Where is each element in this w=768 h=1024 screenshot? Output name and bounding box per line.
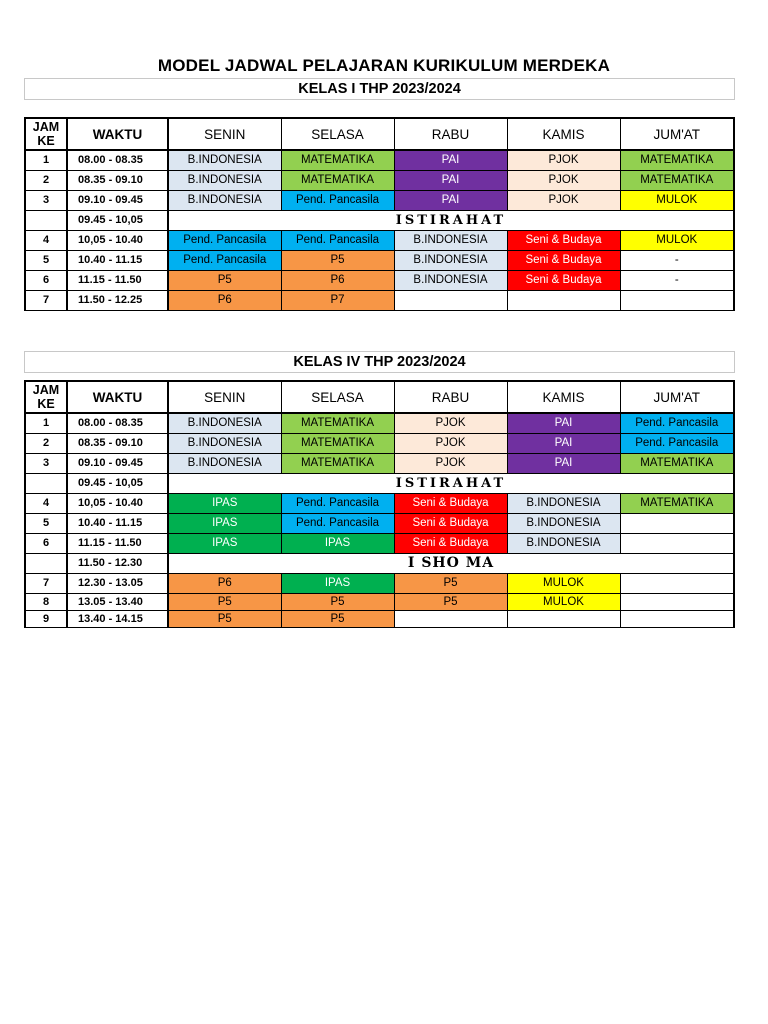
subject-cell: P5 <box>394 593 507 610</box>
jam-ke-cell: 2 <box>25 433 67 453</box>
time-cell: 08.35 - 09.10 <box>67 433 168 453</box>
subject-cell: MATEMATIKA <box>281 170 394 190</box>
header-jam-ke: JAM KE <box>25 381 67 413</box>
break-row <box>25 210 734 230</box>
header-day-2: RABU <box>394 118 507 150</box>
jam-ke-cell: 7 <box>25 573 67 593</box>
subject-cell: Seni & Budaya <box>507 230 620 250</box>
subject-cell: P5 <box>394 573 507 593</box>
subject-cell: MATEMATIKA <box>620 150 734 170</box>
jam-ke-cell: 3 <box>25 190 67 210</box>
time-cell: 10.40 - 11.15 <box>67 250 168 270</box>
subject-cell: MATEMATIKA <box>281 413 394 433</box>
subject-cell: PAI <box>507 433 620 453</box>
subject-cell <box>394 610 507 627</box>
class4-tbody <box>25 381 734 627</box>
table-row <box>25 250 734 270</box>
header-day-2: RABU <box>394 381 507 413</box>
subject-cell: Seni & Budaya <box>394 513 507 533</box>
subject-cell: MULOK <box>620 230 734 250</box>
subject-cell: Seni & Budaya <box>394 493 507 513</box>
table-row <box>25 493 734 513</box>
subject-cell: IPAS <box>168 513 281 533</box>
break-row <box>25 473 734 493</box>
subject-cell: Pend. Pancasila <box>281 230 394 250</box>
subject-cell: PJOK <box>507 190 620 210</box>
subject-cell: P5 <box>281 593 394 610</box>
subject-cell <box>620 513 734 533</box>
subject-cell: PAI <box>394 190 507 210</box>
page-title: MODEL JADWAL PELAJARAN KURIKULUM MERDEKA <box>157 56 611 75</box>
header-day-0: SENIN <box>168 118 281 150</box>
header-row <box>25 118 734 150</box>
table-row <box>25 230 734 250</box>
subject-cell: Seni & Budaya <box>394 533 507 553</box>
subject-cell: PJOK <box>394 433 507 453</box>
subject-cell: B.INDONESIA <box>507 493 620 513</box>
subject-cell: B.INDONESIA <box>507 513 620 533</box>
jam-ke-cell: 4 <box>25 230 67 250</box>
header-waktu: WAKTU <box>67 381 168 413</box>
subject-cell: PAI <box>507 453 620 473</box>
subject-cell: MULOK <box>507 593 620 610</box>
break-label: ISTIRAHAT <box>168 210 734 230</box>
subject-cell: Seni & Budaya <box>507 250 620 270</box>
class1-schedule-table <box>24 117 735 311</box>
jam-ke-cell: 9 <box>25 610 67 627</box>
subject-cell: B.INDONESIA <box>168 170 281 190</box>
time-cell: 08.00 - 08.35 <box>67 150 168 170</box>
table-row <box>25 413 734 433</box>
time-cell: 08.00 - 08.35 <box>67 413 168 433</box>
subject-cell: Pend. Pancasila <box>620 413 734 433</box>
jam-ke-cell: 4 <box>25 493 67 513</box>
time-cell: 11.15 - 11.50 <box>67 270 168 290</box>
subject-cell: P6 <box>168 573 281 593</box>
break-label: ISTIRAHAT <box>168 473 734 493</box>
table-row <box>25 453 734 473</box>
header-day-1: SELASA <box>281 381 394 413</box>
header-day-0: SENIN <box>168 381 281 413</box>
subject-cell: P5 <box>281 250 394 270</box>
jam-ke-cell: 2 <box>25 170 67 190</box>
table-row <box>25 433 734 453</box>
subject-cell: PAI <box>394 170 507 190</box>
jam-ke-cell: 5 <box>25 250 67 270</box>
class4-title: KELAS IV THP 2023/2024 <box>24 351 735 373</box>
subject-cell: P6 <box>281 270 394 290</box>
subject-cell: P6 <box>168 290 281 310</box>
subject-cell <box>620 290 734 310</box>
subject-cell: B.INDONESIA <box>394 250 507 270</box>
subject-cell <box>620 610 734 627</box>
subject-cell: Seni & Budaya <box>507 270 620 290</box>
time-cell: 09.45 - 10,05 <box>67 210 168 230</box>
header-jam-ke: JAM KE <box>25 118 67 150</box>
header-day-3: KAMIS <box>507 118 620 150</box>
subject-cell: Pend. Pancasila <box>620 433 734 453</box>
subject-cell: MATEMATIKA <box>620 493 734 513</box>
time-cell: 09.45 - 10,05 <box>67 473 168 493</box>
subject-cell <box>620 573 734 593</box>
subject-cell: B.INDONESIA <box>394 270 507 290</box>
subject-cell: Pend. Pancasila <box>281 513 394 533</box>
subject-cell: PJOK <box>394 453 507 473</box>
table-row <box>25 573 734 593</box>
subject-cell: Pend. Pancasila <box>168 230 281 250</box>
subject-cell <box>620 593 734 610</box>
time-cell: 11.50 - 12.25 <box>67 290 168 310</box>
header-day-4: JUM'AT <box>620 381 734 413</box>
table-row <box>25 513 734 533</box>
subject-cell <box>620 533 734 553</box>
break-label: I SHO MA <box>168 553 734 573</box>
table-row <box>25 190 734 210</box>
table-row <box>25 533 734 553</box>
header-day-1: SELASA <box>281 118 394 150</box>
subject-cell: - <box>620 250 734 270</box>
table-row <box>25 593 734 610</box>
class1-tbody <box>25 118 734 310</box>
time-cell: 11.15 - 11.50 <box>67 533 168 553</box>
jam-ke-cell <box>25 473 67 493</box>
subject-cell: - <box>620 270 734 290</box>
time-cell: 10,05 - 10.40 <box>67 493 168 513</box>
header-waktu: WAKTU <box>67 118 168 150</box>
subject-cell: MATEMATIKA <box>620 170 734 190</box>
break-row <box>25 553 734 573</box>
subject-cell: B.INDONESIA <box>168 150 281 170</box>
subject-cell: IPAS <box>281 533 394 553</box>
subject-cell: IPAS <box>281 573 394 593</box>
subject-cell: P5 <box>168 593 281 610</box>
subject-cell: P5 <box>281 610 394 627</box>
subject-cell: P7 <box>281 290 394 310</box>
jam-ke-cell: 8 <box>25 593 67 610</box>
time-cell: 09.10 - 09.45 <box>67 453 168 473</box>
subject-cell: B.INDONESIA <box>168 413 281 433</box>
subject-cell: MATEMATIKA <box>281 433 394 453</box>
table-row <box>25 290 734 310</box>
table-row <box>25 170 734 190</box>
class1-title: KELAS I THP 2023/2024 <box>24 78 735 100</box>
subject-cell: Pend. Pancasila <box>281 493 394 513</box>
class4-schedule-table <box>24 380 735 628</box>
header-day-3: KAMIS <box>507 381 620 413</box>
subject-cell: PJOK <box>507 170 620 190</box>
header-day-4: JUM'AT <box>620 118 734 150</box>
time-cell: 09.10 - 09.45 <box>67 190 168 210</box>
subject-cell: P5 <box>168 270 281 290</box>
jam-ke-cell <box>25 210 67 230</box>
subject-cell: MULOK <box>507 573 620 593</box>
subject-cell: MATEMATIKA <box>281 453 394 473</box>
subject-cell: MULOK <box>620 190 734 210</box>
subject-cell <box>394 290 507 310</box>
jam-ke-cell: 1 <box>25 150 67 170</box>
subject-cell: P5 <box>168 610 281 627</box>
subject-cell: PJOK <box>394 413 507 433</box>
subject-cell: B.INDONESIA <box>168 453 281 473</box>
subject-cell: Pend. Pancasila <box>281 190 394 210</box>
jam-ke-cell: 5 <box>25 513 67 533</box>
time-cell: 13.40 - 14.15 <box>67 610 168 627</box>
jam-ke-cell: 1 <box>25 413 67 433</box>
table-row <box>25 150 734 170</box>
subject-cell <box>507 610 620 627</box>
header-row <box>25 381 734 413</box>
subject-cell <box>507 290 620 310</box>
subject-cell: Pend. Pancasila <box>168 250 281 270</box>
time-cell: 11.50 - 12.30 <box>67 553 168 573</box>
time-cell: 10,05 - 10.40 <box>67 230 168 250</box>
jam-ke-cell <box>25 553 67 573</box>
subject-cell: MATEMATIKA <box>281 150 394 170</box>
jam-ke-cell: 6 <box>25 270 67 290</box>
jam-ke-cell: 3 <box>25 453 67 473</box>
subject-cell: B.INDONESIA <box>168 433 281 453</box>
time-cell: 08.35 - 09.10 <box>67 170 168 190</box>
subject-cell: IPAS <box>168 493 281 513</box>
jam-ke-cell: 6 <box>25 533 67 553</box>
subject-cell: PJOK <box>507 150 620 170</box>
subject-cell: B.INDONESIA <box>507 533 620 553</box>
subject-cell: PAI <box>394 150 507 170</box>
table-row <box>25 270 734 290</box>
subject-cell: B.INDONESIA <box>394 230 507 250</box>
time-cell: 12.30 - 13.05 <box>67 573 168 593</box>
subject-cell: IPAS <box>168 533 281 553</box>
table-row <box>25 610 734 627</box>
subject-cell: B.INDONESIA <box>168 190 281 210</box>
time-cell: 10.40 - 11.15 <box>67 513 168 533</box>
subject-cell: PAI <box>507 413 620 433</box>
time-cell: 13.05 - 13.40 <box>67 593 168 610</box>
subject-cell: MATEMATIKA <box>620 453 734 473</box>
jam-ke-cell: 7 <box>25 290 67 310</box>
